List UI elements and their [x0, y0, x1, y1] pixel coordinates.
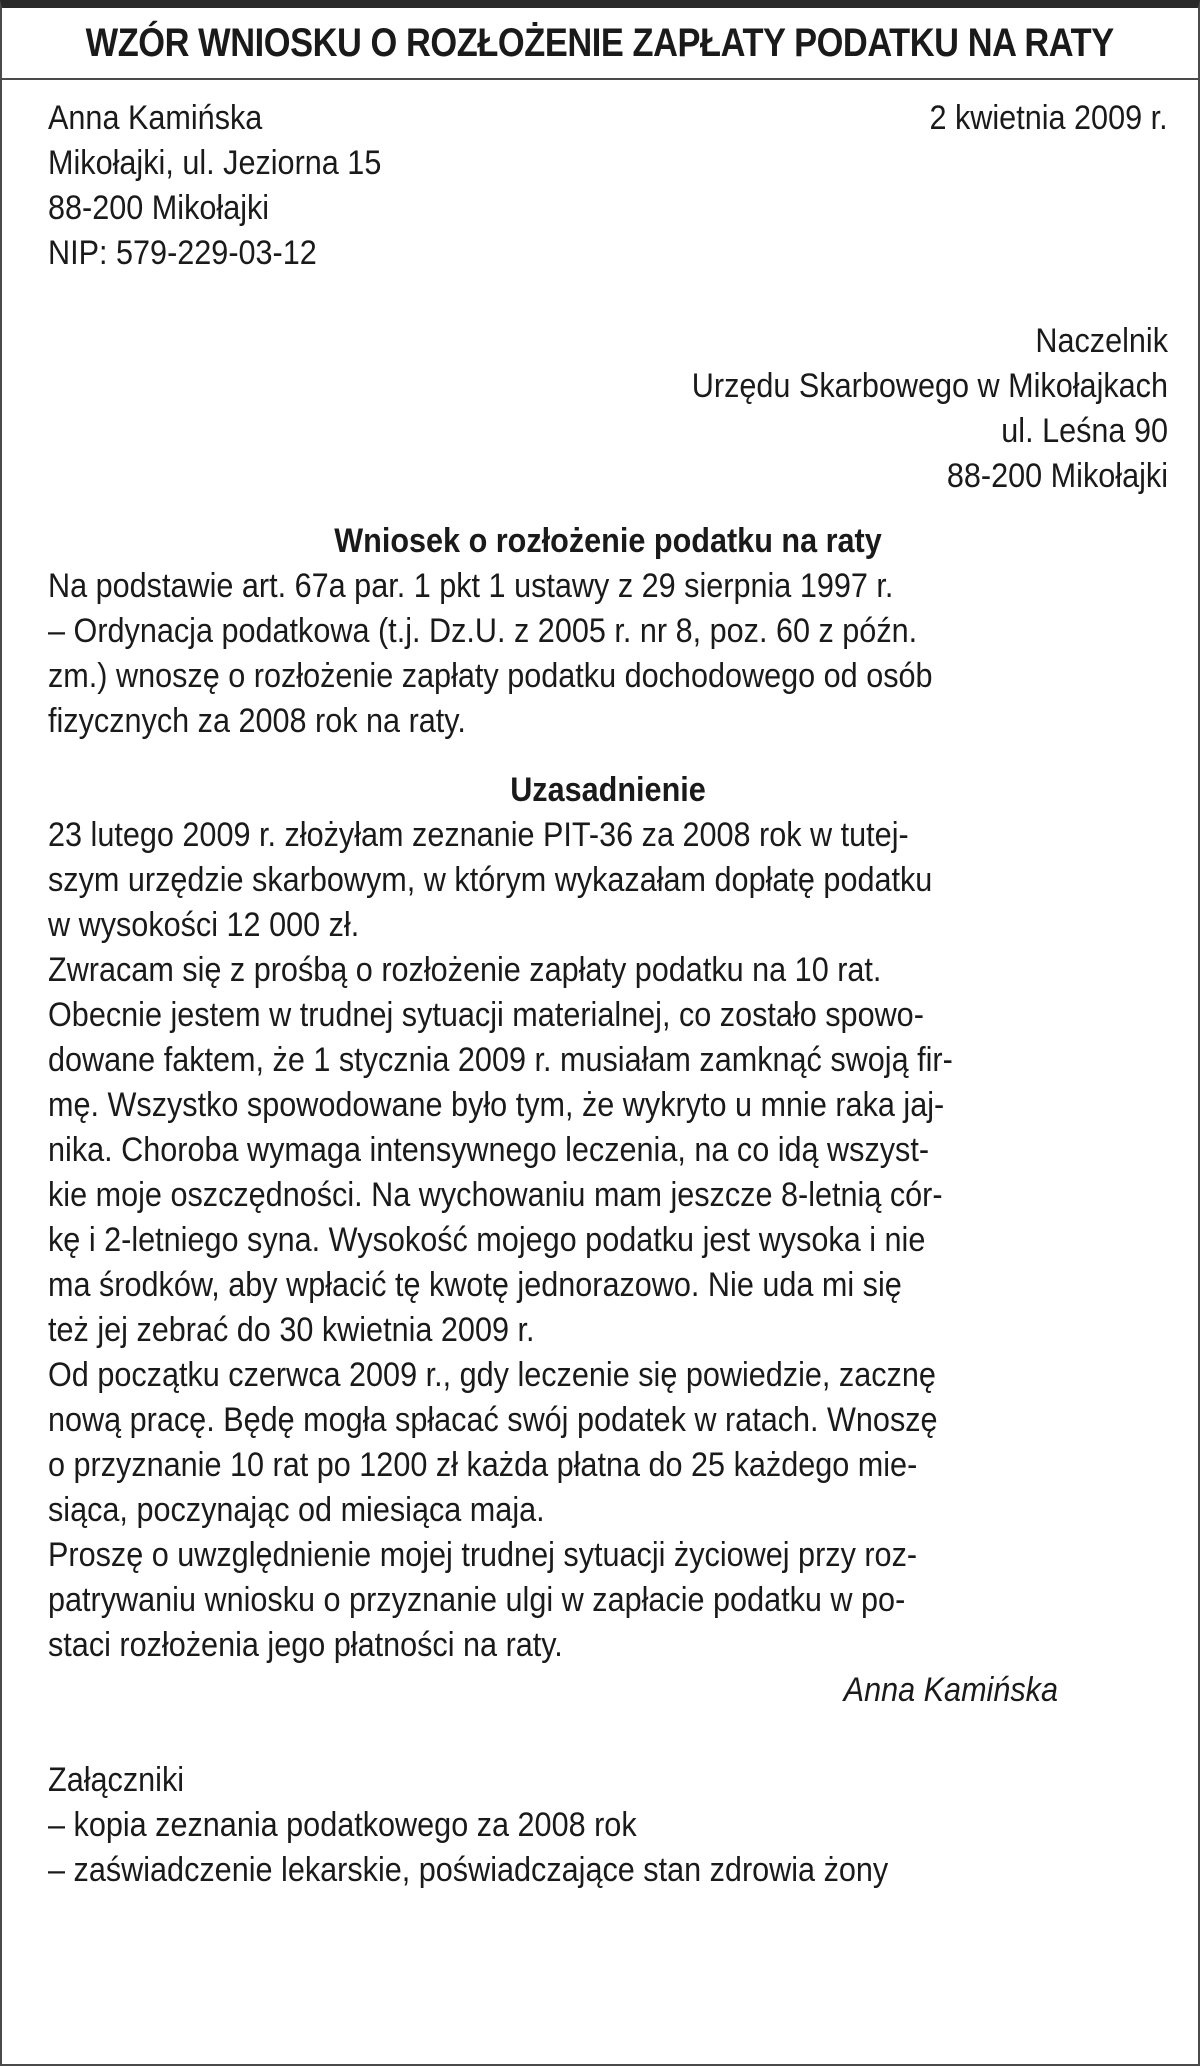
justification-line: też jej zebrać do 30 kwietnia 2009 r. — [48, 1311, 535, 1349]
sender-name: Anna Kamińska — [48, 99, 263, 137]
document-title: WZÓR WNIOSKU O ROZŁOŻENIE ZAPŁATY PODATKU NA RATY — [85, 20, 1115, 65]
letter-date: 2 kwietnia 2009 r. — [929, 99, 1168, 137]
recipient-line-4: 88-200 Mikołajki — [946, 457, 1168, 495]
justification-line: patrywaniu wniosku o przyznanie ulgi w zapłacie podatku w po- — [48, 1581, 906, 1619]
sender-street: Mikołajki, ul. Jeziorna 15 — [48, 144, 382, 182]
sender-city: 88-200 Mikołajki — [48, 189, 270, 227]
document-content — [2, 80, 1198, 1893]
signature: Anna Kamińska — [843, 1671, 1058, 1709]
justification-line: Od początku czerwca 2009 r., gdy leczenie się powiedzie, zacznę — [48, 1356, 936, 1394]
recipient-line-2: Urzędu Skarbowego w Mikołajkach — [691, 367, 1168, 405]
recipient-line-3: ul. Leśna 90 — [1001, 412, 1168, 450]
justification-heading: Uzasadnienie — [510, 771, 706, 809]
request-heading: Wniosek o rozłożenie podatku na raty — [334, 522, 882, 560]
justification-line: Obecnie jestem w trudnej sytuacji materialnej, co zostało spowo- — [48, 996, 924, 1034]
request-line: Na podstawie art. 67a par. 1 pkt 1 ustawy z 29 sierpnia 1997 r. — [48, 567, 894, 605]
justification-line: dowane faktem, że 1 stycznia 2009 r. musiałam zamknąć swoją fir- — [48, 1041, 953, 1079]
request-heading-block — [48, 519, 1168, 564]
justification-line: w wysokości 12 000 zł. — [48, 906, 360, 944]
request-line: zm.) wnoszę o rozłożenie zapłaty podatku dochodowego od osób — [48, 657, 933, 695]
justification-body — [48, 813, 1168, 1668]
justification-line: Proszę o uwzględnienie mojej trudnej sytuacji życiowej przy roz- — [48, 1536, 918, 1574]
letter-date-block — [903, 96, 1168, 141]
justification-line: 23 lutego 2009 r. złożyłam zeznanie PIT-36 za 2008 rok w tutej- — [48, 816, 909, 854]
justification-line: o przyznanie 10 rat po 1200 zł każda płatna do 25 każdego mie- — [48, 1446, 918, 1484]
justification-line: kie moje oszczędności. Na wychowaniu mam jeszcze 8-letnią cór- — [48, 1176, 943, 1214]
justification-line: Zwracam się z prośbą o rozłożenie zapłaty podatku na 10 rat. — [48, 951, 882, 989]
attachment-item: – kopia zeznania podatkowego za 2008 rok — [48, 1806, 637, 1844]
justification-line: staci rozłożenia jego płatności na raty. — [48, 1626, 563, 1664]
justification-line: mę. Wszystko spowodowane było tym, że wykryto u mnie raka jaj- — [48, 1086, 945, 1124]
justification-line: nika. Choroba wymaga intensywnego leczenia, na co idą wszyst- — [48, 1131, 930, 1169]
justification-line: ma środków, aby wpłacić tę kwotę jednorazowo. Nie uda mi się — [48, 1266, 902, 1304]
justification-line: nową pracę. Będę mogła spłacać swój podatek w ratach. Wnoszę — [48, 1401, 938, 1439]
justification-line: siąca, poczynając od miesiąca maja. — [48, 1491, 545, 1529]
attachments-heading: Załączniki — [48, 1761, 185, 1799]
sender-nip: NIP: 579-229-03-12 — [48, 234, 317, 272]
request-body — [48, 564, 1168, 744]
request-line: – Ordynacja podatkowa (t.j. Dz.U. z 2005 r. nr 8, poz. 60 z późn. — [48, 612, 918, 650]
recipient-line-1: Naczelnik — [1035, 322, 1168, 360]
justification-heading-block — [48, 768, 1168, 813]
attachment-item: – zaświadczenie lekarskie, poświadczające stan zdrowia żony — [48, 1851, 889, 1889]
recipient-block — [48, 275, 1168, 499]
signature-block — [48, 1668, 1168, 1713]
justification-line: szym urzędzie skarbowym, w którym wykazałam dopłatę podatku — [48, 861, 933, 899]
justification-line: kę i 2-letniego syna. Wysokość mojego podatku jest wysoka i nie — [48, 1221, 926, 1259]
title-bar — [2, 8, 1198, 80]
letter-header — [48, 96, 1168, 276]
request-line: fizycznych za 2008 rok na raty. — [48, 702, 466, 740]
sender-block — [48, 96, 418, 276]
attachments-block — [48, 1758, 1168, 1893]
